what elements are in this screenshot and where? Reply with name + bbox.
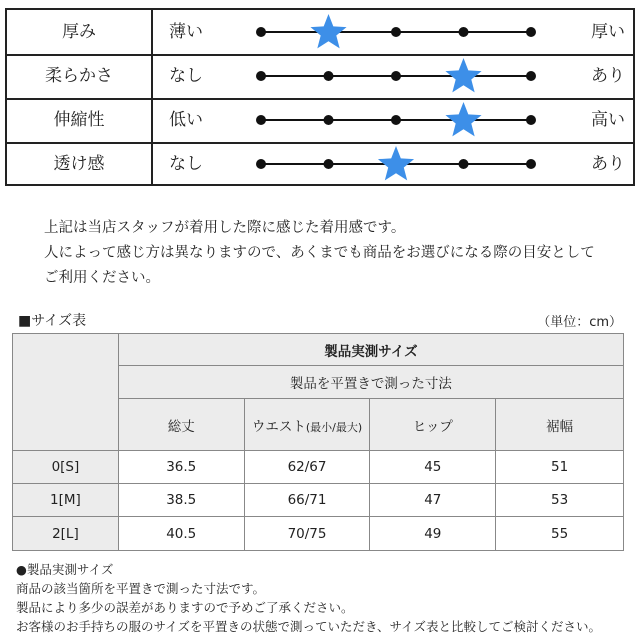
feel-row-stretch xyxy=(7,98,633,144)
rating-star-icon xyxy=(445,102,481,136)
size-group-subtitle: 製品を平置きで測った寸法 xyxy=(118,366,623,399)
scale-dot xyxy=(256,159,266,169)
size-value: 53 xyxy=(496,484,624,517)
size-value: 38.5 xyxy=(118,484,244,517)
scale-dot xyxy=(526,71,536,81)
scale-dot xyxy=(526,115,536,125)
scale-dot xyxy=(459,27,469,37)
feel-low-label: なし xyxy=(169,154,203,174)
size-value: 62/67 xyxy=(244,451,370,484)
scale-dot xyxy=(324,71,334,81)
size-value: 70/75 xyxy=(244,517,370,551)
feel-row-thickness xyxy=(7,10,633,56)
feel-label: 伸縮性 xyxy=(53,110,105,130)
footnote-line: 商品の該当箇所を平置きで測った寸法です。 xyxy=(16,581,266,596)
table-row xyxy=(13,451,624,484)
scale-dot xyxy=(526,159,536,169)
size-value: 47 xyxy=(370,484,496,517)
size-table-unit: （単位：cm） xyxy=(537,315,622,330)
feel-row-sheerness xyxy=(7,142,633,186)
scale-dot xyxy=(391,115,401,125)
feel-scale xyxy=(251,10,541,54)
size-label: 1[M] xyxy=(13,484,119,517)
size-value: 66/71 xyxy=(244,484,370,517)
footnote-line: お客様のお手持ちの服のサイズを平置きの状態で測っていただき、サイズ表と比較してご検討ください。 xyxy=(16,619,602,634)
wear-feel-table xyxy=(5,8,635,186)
size-value: 51 xyxy=(496,451,624,484)
col-header-length: 総丈 xyxy=(118,399,244,451)
size-value: 45 xyxy=(370,451,496,484)
feel-high-label: あり xyxy=(591,154,625,174)
size-value: 55 xyxy=(496,517,624,551)
feel-row-softness xyxy=(7,54,633,100)
col-header-hip: ヒップ xyxy=(370,399,496,451)
col-header-waist xyxy=(244,399,370,451)
footnote-line: 製品により多少の誤差がありますので予めご了承ください。 xyxy=(16,600,354,615)
col-header-hem: 裾幅 xyxy=(496,399,624,451)
feel-scale xyxy=(251,98,541,142)
col-header-waist-suffix: (最小/最大) xyxy=(305,420,363,434)
feel-label: 厚み xyxy=(62,22,96,42)
feel-label: 柔らかさ xyxy=(45,66,113,86)
feel-low-label: 低い xyxy=(169,110,203,130)
size-table xyxy=(12,333,624,551)
scale-dot xyxy=(256,115,266,125)
size-value: 36.5 xyxy=(118,451,244,484)
scale-dot xyxy=(526,27,536,37)
size-value: 40.5 xyxy=(118,517,244,551)
footnote-line: ●製品実測サイズ xyxy=(16,562,114,577)
rating-star-icon xyxy=(310,14,346,48)
size-label: 2[L] xyxy=(13,517,119,551)
scale-dot xyxy=(324,159,334,169)
col-header-waist-label: ウエスト xyxy=(251,418,306,435)
table-row xyxy=(13,517,624,551)
size-group-title: 製品実測サイズ xyxy=(118,334,623,366)
size-value: 49 xyxy=(370,517,496,551)
wear-feel-note xyxy=(44,216,595,291)
size-table-heading: ■サイズ表 xyxy=(18,313,87,329)
feel-high-label: 高い xyxy=(591,110,625,130)
feel-high-label: あり xyxy=(591,66,625,86)
size-corner-cell xyxy=(13,334,119,451)
feel-high-label: 厚い xyxy=(591,22,625,42)
note-line: 上記は当店スタッフが着用した際に感じた着用感です。 xyxy=(44,220,406,236)
feel-scale xyxy=(251,54,541,98)
scale-dot xyxy=(459,159,469,169)
size-footnote xyxy=(16,560,601,636)
feel-low-label: 薄い xyxy=(169,22,203,42)
scale-dot xyxy=(256,27,266,37)
note-line: 人によって感じ方は異なりますので、あくまでも商品をお選びになる際の目安として xyxy=(44,245,595,261)
scale-dot xyxy=(391,27,401,37)
rating-star-icon xyxy=(378,146,414,180)
feel-low-label: なし xyxy=(169,66,203,86)
table-row xyxy=(13,484,624,517)
feel-label: 透け感 xyxy=(53,154,105,174)
scale-dot xyxy=(324,115,334,125)
scale-dot xyxy=(391,71,401,81)
rating-star-icon xyxy=(445,58,481,92)
size-label: 0[S] xyxy=(13,451,119,484)
scale-dot xyxy=(256,71,266,81)
note-line: ご利用ください。 xyxy=(44,270,160,286)
feel-scale xyxy=(251,142,541,186)
